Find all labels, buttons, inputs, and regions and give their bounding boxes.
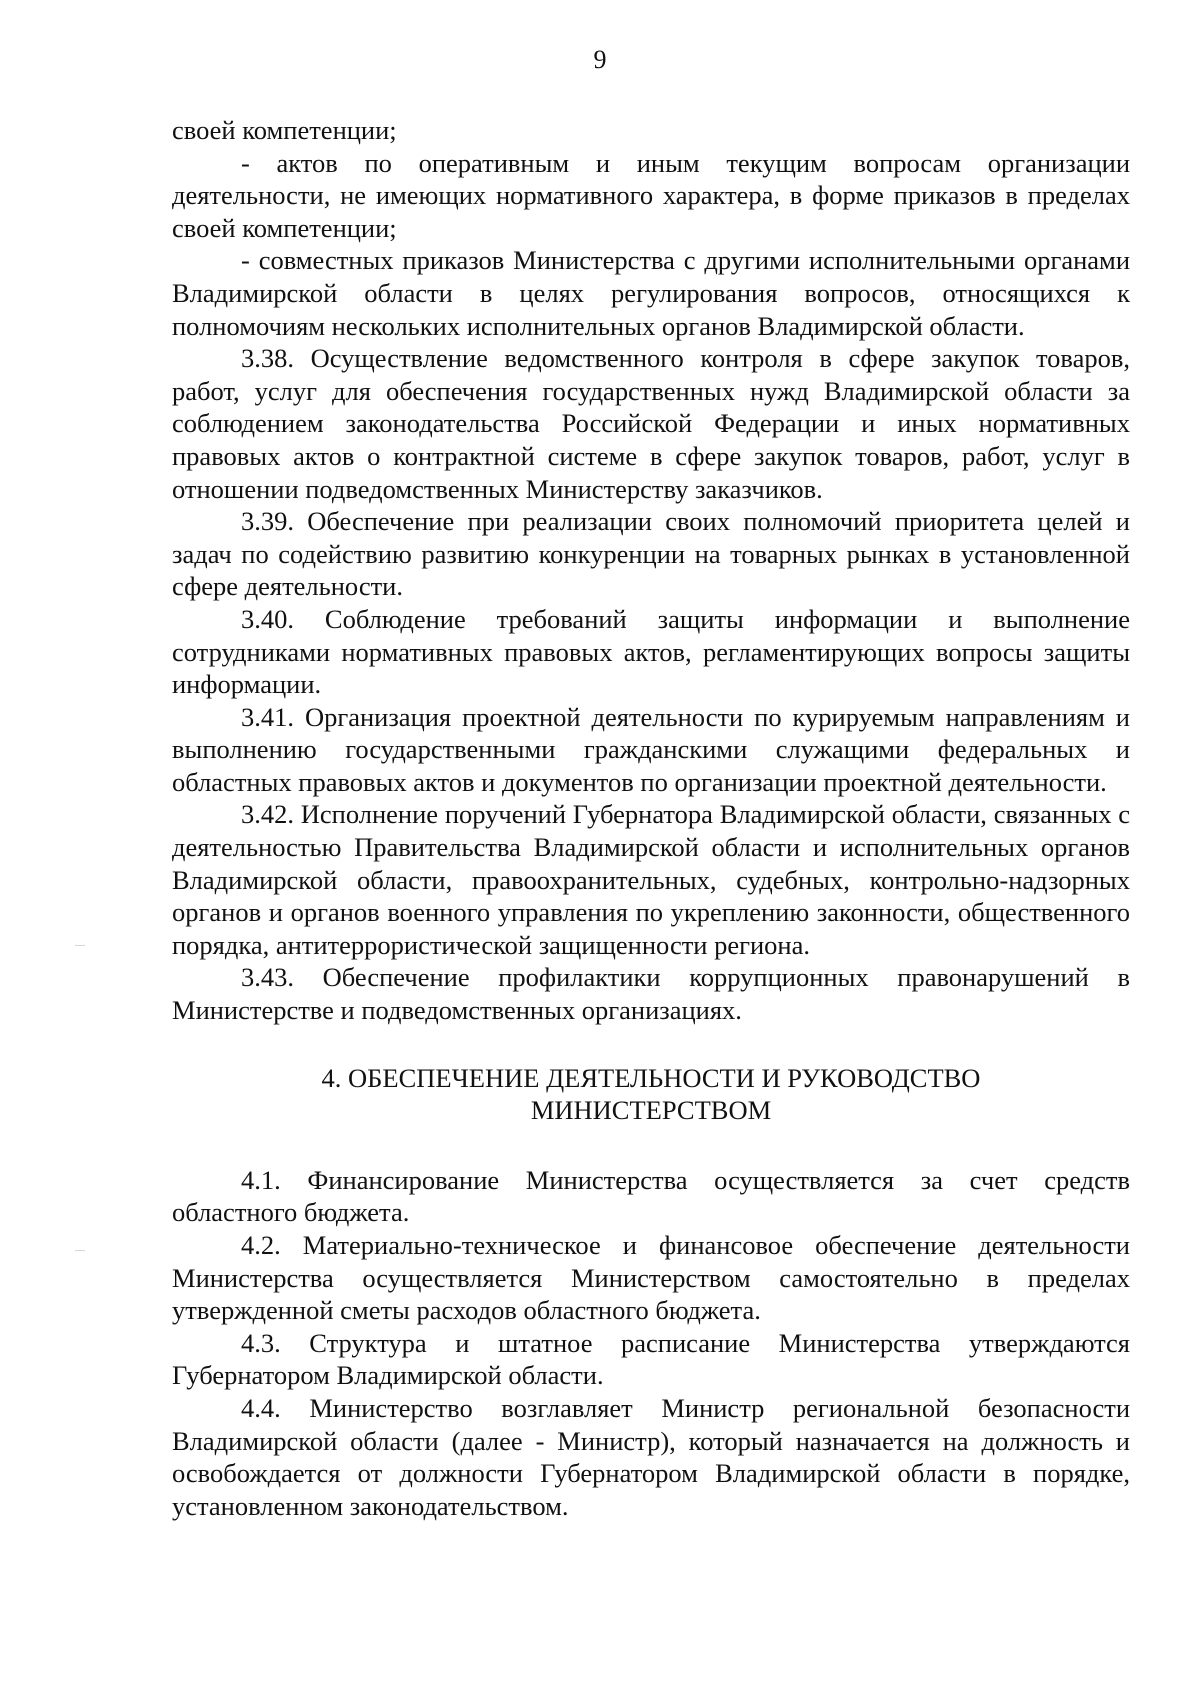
paragraph-4-2: 4.2. Материально-техническое и финансовое обеспечение деятельности Министерства осуществляется Министерством самостоятельно в пределах утвержденной сметы расходов областного бюджета.: [172, 1230, 1130, 1326]
page-number: 9: [593, 45, 607, 74]
paragraph-3-39: 3.39. Обеспечение при реализации своих полномочий приоритета целей и задач по содействию развитию конкуренции на товарных рынках в установленной сфере деятельности.: [172, 506, 1130, 602]
section-heading-line: МИНИСТЕРСТВОМ: [530, 1095, 772, 1126]
paragraph-acts-operational: - актов по оперативным и иным текущим вопросам организации деятельности, не имеющих нормативного характера, в форме приказов в пределах своей компетенции;: [172, 147, 1130, 243]
paragraph-4-3: 4.3. Структура и штатное расписание Министерства утверждаются Губернатором Владимирской области.: [172, 1327, 1130, 1391]
paragraph-3-43: 3.43. Обеспечение профилактики коррупционных правонарушений в Министерстве и подведомственных организациях.: [172, 962, 1130, 1026]
paragraph-continuation: своей компетенции;: [172, 115, 397, 145]
document-body: [172, 114, 1130, 1522]
paragraph-joint-orders: - совместных приказов Министерства с другими исполнительными органами Владимирской области в целях регулирования вопросов, относящихся к полномочиям нескольких исполнительных органов Владимирской области.: [172, 245, 1130, 341]
paragraph-3-38: 3.38. Осуществление ведомственного контроля в сфере закупок товаров, работ, услуг для обеспечения государственных нужд Владимирской области за соблюдением законодательства Российской Федерации и иных нормативных правовых актов о контрактной системе в сфере закупок товаров, работ, услуг в отношении подведомственных Министерству заказчиков.: [172, 343, 1130, 504]
paragraph-4-4: 4.4. Министерство возглавляет Министр региональной безопасности Владимирской области (далее - Министр), который назначается на должность и освобождается от должности Губернатором Владимирской области в порядке, установленном законодательством.: [172, 1392, 1130, 1521]
scan-margin-mark: [75, 1250, 85, 1251]
paragraph-3-41: 3.41. Организация проектной деятельности по курируемым направлениям и выполнению государственными гражданскими служащими федеральных и областных правовых актов и документов по организации проектной деятельности.: [172, 701, 1130, 797]
paragraph-3-40: 3.40. Соблюдение требований защиты информации и выполнение сотрудниками нормативных правовых актов, регламентирующих вопросы защиты информации.: [172, 603, 1130, 700]
scan-margin-mark: [75, 945, 85, 946]
paragraph-4-1: 4.1. Финансирование Министерства осуществляется за счет средств областного бюджета.: [172, 1164, 1130, 1228]
paragraph-3-42: 3.42. Исполнение поручений Губернатора Владимирской области, связанных с деятельностью Правительства Владимирской области и исполнительных органов Владимирской области, правоохранительных, судебных, контрольно-надзорных органов и органов военного управления по укреплению законности, общественного порядка, антитеррористической защищенности региона.: [172, 799, 1130, 960]
section-heading-line: 4. ОБЕСПЕЧЕНИЕ ДЕЯТЕЛЬНОСТИ И РУКОВОДСТВО: [321, 1062, 981, 1093]
section-heading: [172, 1062, 1130, 1127]
